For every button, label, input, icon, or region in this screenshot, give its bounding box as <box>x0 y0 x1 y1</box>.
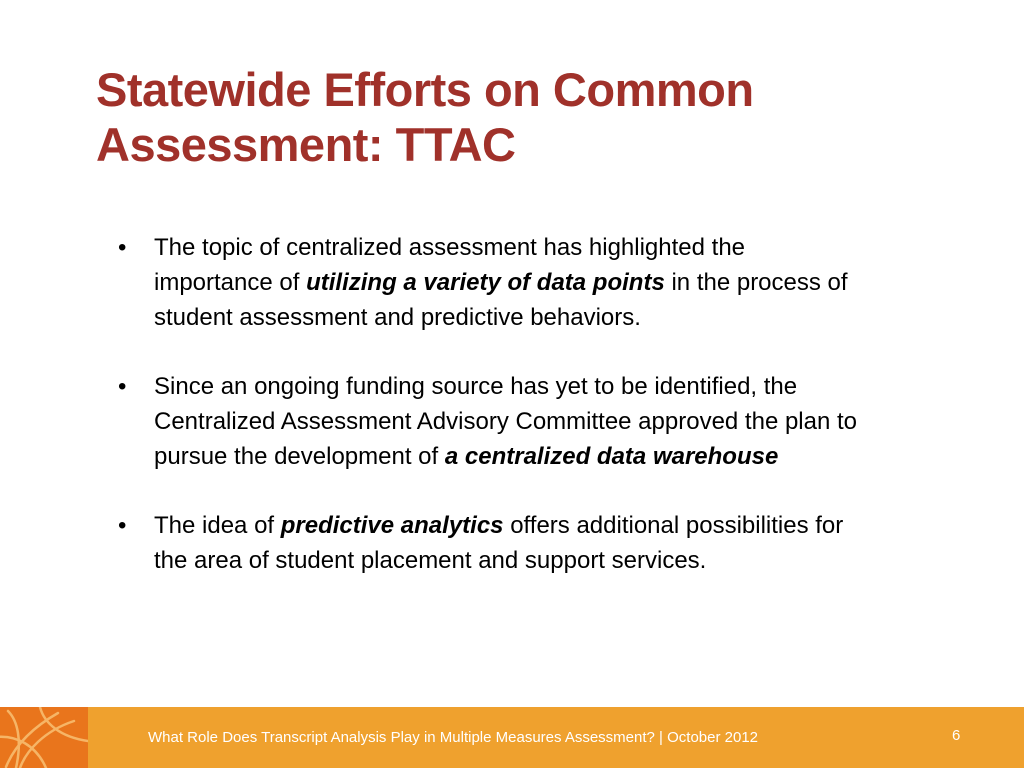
bullet-marker: • <box>118 512 127 539</box>
bullet-marker: • <box>118 234 127 261</box>
bullet-text-part: in the process of student assessment and predictive behaviors. <box>154 269 848 331</box>
page-number: 6 <box>952 727 961 744</box>
bullet-text <box>154 234 848 331</box>
bullet-emphasis-text: utilizing a variety of data points <box>306 269 665 296</box>
bullet-item <box>118 508 858 578</box>
bullet-marker: • <box>118 373 127 400</box>
bullet-text <box>154 373 857 470</box>
bullet-emphasis-text: predictive analytics <box>280 512 504 539</box>
bullet-text-part: The idea of <box>154 512 281 539</box>
slide-title-line-1: Statewide Efforts on Common <box>96 63 754 116</box>
slide-title <box>96 62 956 172</box>
bullet-text-part: The topic of centralized assessment has highlighted the importance of <box>154 234 746 296</box>
footer-caption: What Role Does Transcript Analysis Play in Multiple Measures Assessment? | October 2012 <box>148 729 758 746</box>
bullet-text-part: Since an ongoing funding source has yet to be identified, the Centralized Assessment Advisory Committee approved the plan to pursue the development of <box>154 373 858 470</box>
decorative-swirl-logo-icon <box>0 707 88 768</box>
bullet-item <box>118 230 858 335</box>
bullet-emphasis-text: a centralized data warehouse <box>444 443 779 470</box>
slide-title-line-2: Assessment: TTAC <box>96 118 516 171</box>
footer-bar <box>0 707 1024 768</box>
bullet-text <box>154 512 843 574</box>
bullet-list <box>118 230 858 612</box>
bullet-item <box>118 369 858 474</box>
bullet-text-part: offers additional possibilities for the area of student placement and support services. <box>154 512 844 574</box>
